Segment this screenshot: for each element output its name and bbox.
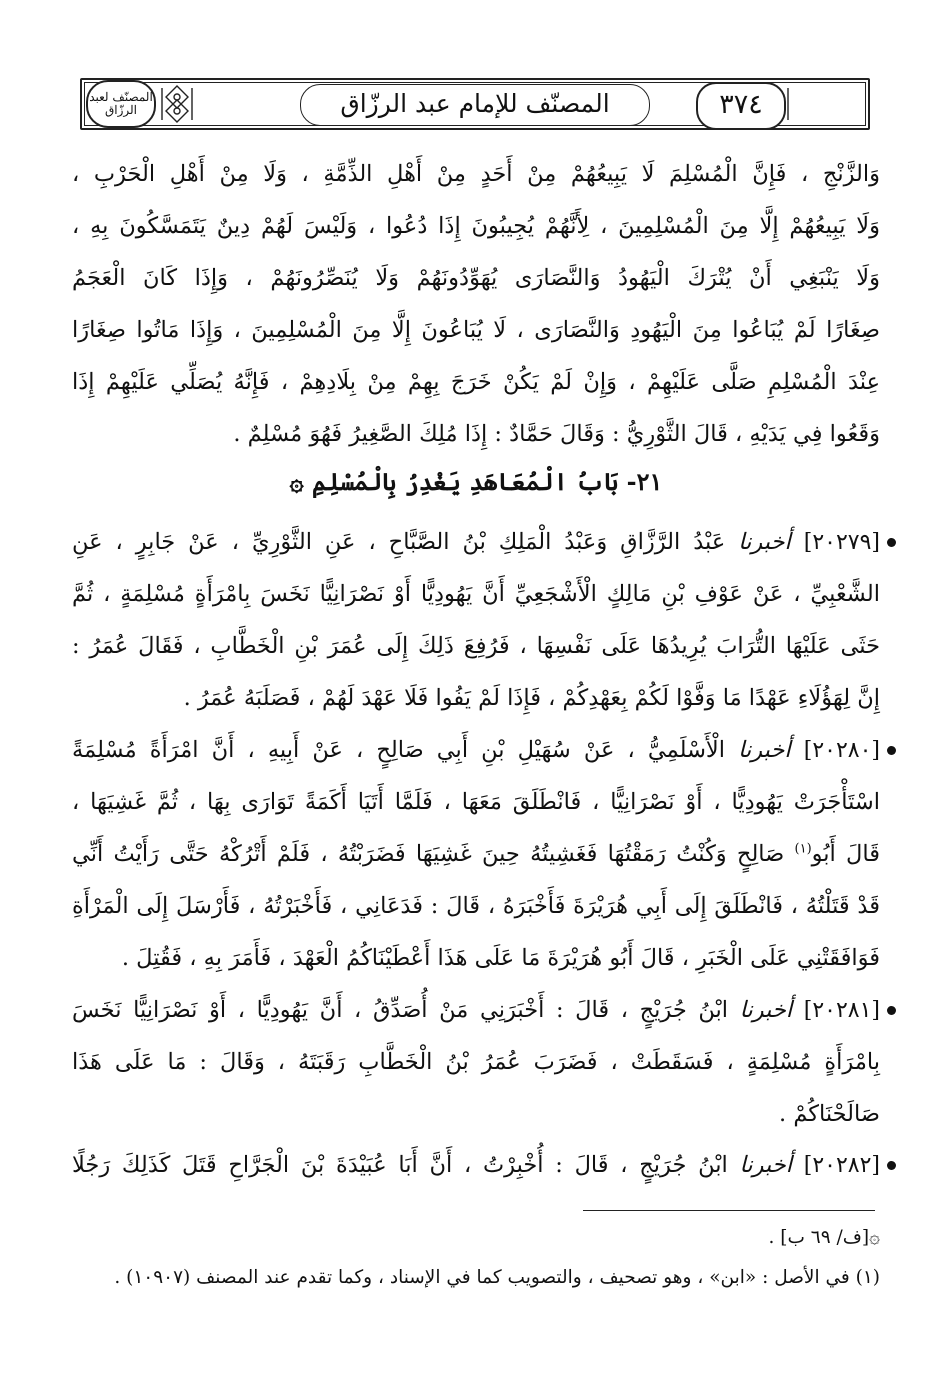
hadith-entry (72, 724, 880, 984)
text-line: إِنَّ لِهَؤُلَاءِ عَهْدًا مَا وَفَّوْا لَكُمْ بِعَهْدِكُمْ ، فَإِذَا لَمْ يَفُوا فَلَا عَهْدَ لَهُمْ ، فَصَلَبَهُ عُمَرُ . (183, 685, 880, 711)
bullet-icon (887, 746, 896, 755)
text-line: الشَّعْبِيِّ ، عَنْ عَوْفِ بْنِ مَالِكٍ الْأَشْجَعِيِّ أَنَّ يَهُودِيًّا أَوْ نَصْرَانِيًّا نَخَسَ بِامْرَأَةٍ مُسْلِمَةٍ ، ثُمَّ (72, 581, 880, 607)
footnote-item: (١) في الأصل : «ابن» ، وهو تصحيف ، والتصويب كما في الإسناد ، وكما تقدم عند المصنف (١٠٩٠٧) . (114, 1267, 880, 1288)
chapter-heading: ٢١- بَابُ الْمُعَاهَدِ يَغْدِرُ بِالْمُسْلِمِ ۞ (289, 467, 663, 496)
footnotes (72, 1218, 880, 1298)
text-line: وَلَا يَبِيعُهُمْ إِلَّا مِنَ الْمُسْلِمِينَ ، لِأَنَّهُمْ يُجِيبُونَ إِذَا دُعُوا ، وَلَيْسَ لَهُمْ دِينٌ يَتَمَسَّكُونَ بِهِ ، (72, 213, 880, 239)
text-line (72, 1139, 880, 1191)
bullet-icon (887, 1161, 896, 1170)
text-line: صَالَحْنَاكُمْ . (779, 1101, 880, 1127)
hadith-entry (72, 1139, 880, 1191)
hadith-text: ابْنُ جُرَيْجٍ ، قَالَ : أُخْبِرْتُ ، أَنَّ أَبَا عُبَيْدَةَ بْنَ الْجَرَّاحِ قَتَلَ كَذَلِكَ رَجُلًا (72, 1152, 728, 1178)
page-number: ٣٧٤ (696, 82, 786, 130)
footnote-divider (583, 1210, 875, 1211)
hadith-text: صَالِحٍ وَكُنْتُ رَمَقْتُهَا فَغَشِيتُهُ حِينَ غَشِيَهَا فَضَرَبْتُهُ ، فَلَمْ أَتْرُكْهُ حَتَّى رَأَيْتُ أَنِّي (72, 841, 785, 867)
text-line: قَدْ قَتَلْتُهُ ، فَانْطَلَقَ إِلَى أَبِي هُرَيْرَةَ فَأَخْبَرَهُ ، قَالَ : فَدَعَانِي ، فَأَخْبَرْتُهُ ، فَأَرْسَلَ إِلَى الْمَرْأَةِ (72, 893, 880, 919)
page-header (80, 78, 870, 130)
hadith-number: [٢٠٢٨١] (803, 998, 881, 1023)
hadith-source: أخبرنا (738, 737, 791, 763)
text-line (72, 984, 880, 1036)
hadith-text: ابْنُ جُرَيْجٍ ، قَالَ : أَخْبَرَنِي مَنْ أُصَدِّقُ ، أَنَّ يَهُودِيًّا ، أَوْ نَصْرَانِيًّا نَخَسَ (72, 997, 728, 1023)
left-ornament-icon (158, 82, 196, 126)
text-line: صِغَارًا لَمْ يُبَاعُوا مِنَ الْيَهُودِ وَالنَّصَارَى ، لَا يُبَاعُونَ إِلَّا مِنَ الْمُسْلِمِينَ ، وَإِذَا مَاتُوا صِغَارًا (72, 317, 880, 343)
bullet-icon (887, 1006, 896, 1015)
text-line: فَوَافَقَتْنِي عَلَى الْخَبَرِ ، قَالَ أَبُو هُرَيْرَةَ مَا عَلَى هَذَا أَعْطَيْنَاكُمُ الْعَهْدَ ، فَأَمَرَ بِهِ ، فَقُتِلَ . (121, 945, 880, 971)
hadith-number: [٢٠٢٨٠] (803, 738, 880, 763)
hadith-text: عَبْدُ الرَّزَّاقِ وَعَبْدُ الْمَلِكِ بْنُ الصَّبَّاحِ ، عَنِ الثَّوْرِيِّ ، عَنْ جَابِرٍ ، عَنِ (72, 529, 726, 555)
text-line: وَلَا يَنْبَغِي أَنْ يُتْرَكَ الْيَهُودُ وَالنَّصَارَى يُهَوِّدُونَهُمْ وَلَا يُنَصِّرُونَهُمْ ، وَإِذَا كَانَ الْعَجَمُ (72, 265, 880, 291)
text-line: اسْتَأْجَرَتْ يَهُودِيًّا ، أَوْ نَصْرَانِيًّا ، فَانْطَلَقَ مَعَهَا ، فَلَمَّا أَتَيَا أَكَمَةً تَوَارَى بِهَا ، ثُمَّ غَشِيَهَا ، (72, 789, 880, 815)
text-line (72, 724, 880, 776)
hadith-source: أخبرنا (739, 1152, 792, 1178)
hadith-text: قَالَ أَبُو (811, 841, 881, 867)
header-medallion (86, 80, 156, 128)
footnote-item: ۞[ف/ ٦٩ ب] . (768, 1227, 880, 1248)
hadith-source: أخبرنا (739, 997, 793, 1023)
hadith-text: الْأَسْلَمِيُّ ، عَنْ سُهَيْلِ بْنِ أَبِي صَالِحٍ ، عَنْ أَبِيهِ ، أَنَّ امْرَأَةً مُسْلِمَةً (72, 737, 726, 763)
intro-paragraph (72, 148, 880, 460)
hadith-number: [٢٠٢٨٢] (803, 1153, 881, 1178)
book-title: المصنّف للإمام عبد الرزّاق (300, 84, 650, 126)
text-line: عِنْدَ الْمُسْلِمِ صَلَّى عَلَيْهِمْ ، وَإِنْ لَمْ يَكُنْ خَرَجَ بِهِمْ مِنْ بِلَادِهِمْ ، فَإِنَّهُ يُصَلِّي عَلَيْهِمْ إِذَا (72, 369, 880, 395)
bullet-icon (887, 538, 896, 547)
text-line: وَالزَّنْجِ ، فَإِنَّ الْمُسْلِمَ لَا يَبِيعُهُمْ مِنْ أَحَدٍ مِنْ أَهْلِ الذِّمَّةِ ، وَلَا مِنْ أَهْلِ الْحَرْبِ ، (72, 161, 880, 187)
text-line (72, 828, 880, 880)
text-line: حَثَى عَلَيْهَا التُّرَابَ يُرِيدُهَا عَلَى نَفْسِهَا ، فَرُفِعَ ذَلِكَ إِلَى عُمَرَ بْنِ الْخَطَّابِ ، فَقَالَ عُمَرُ : (72, 633, 880, 659)
footnote-marker[interactable]: (١) (794, 841, 812, 857)
hadith-entry (72, 984, 880, 1140)
hadith-number: [٢٠٢٧٩] (803, 530, 881, 555)
text-line: بِامْرَأَةٍ مُسْلِمَةٍ ، فَسَقَطَتْ ، فَضَرَبَ عُمَرُ بْنُ الْخَطَّابِ رَقَبَتَهُ ، وَقَالَ : مَا عَلَى هَذَا (72, 1049, 880, 1075)
text-line: وَقَعُوا فِي يَدَيْهِ ، قَالَ الثَّوْرِيُّ : وَقَالَ حَمَّادٌ : إِذَا مُلِكَ الصَّغِيرُ فَهُوَ مُسْلِمٌ . (233, 421, 880, 447)
hadith-source: أخبرنا (738, 529, 791, 555)
hadith-entry (72, 516, 880, 724)
text-line (72, 516, 880, 568)
medallion-text: المصنّف لعبد الرزّاق (89, 90, 153, 117)
